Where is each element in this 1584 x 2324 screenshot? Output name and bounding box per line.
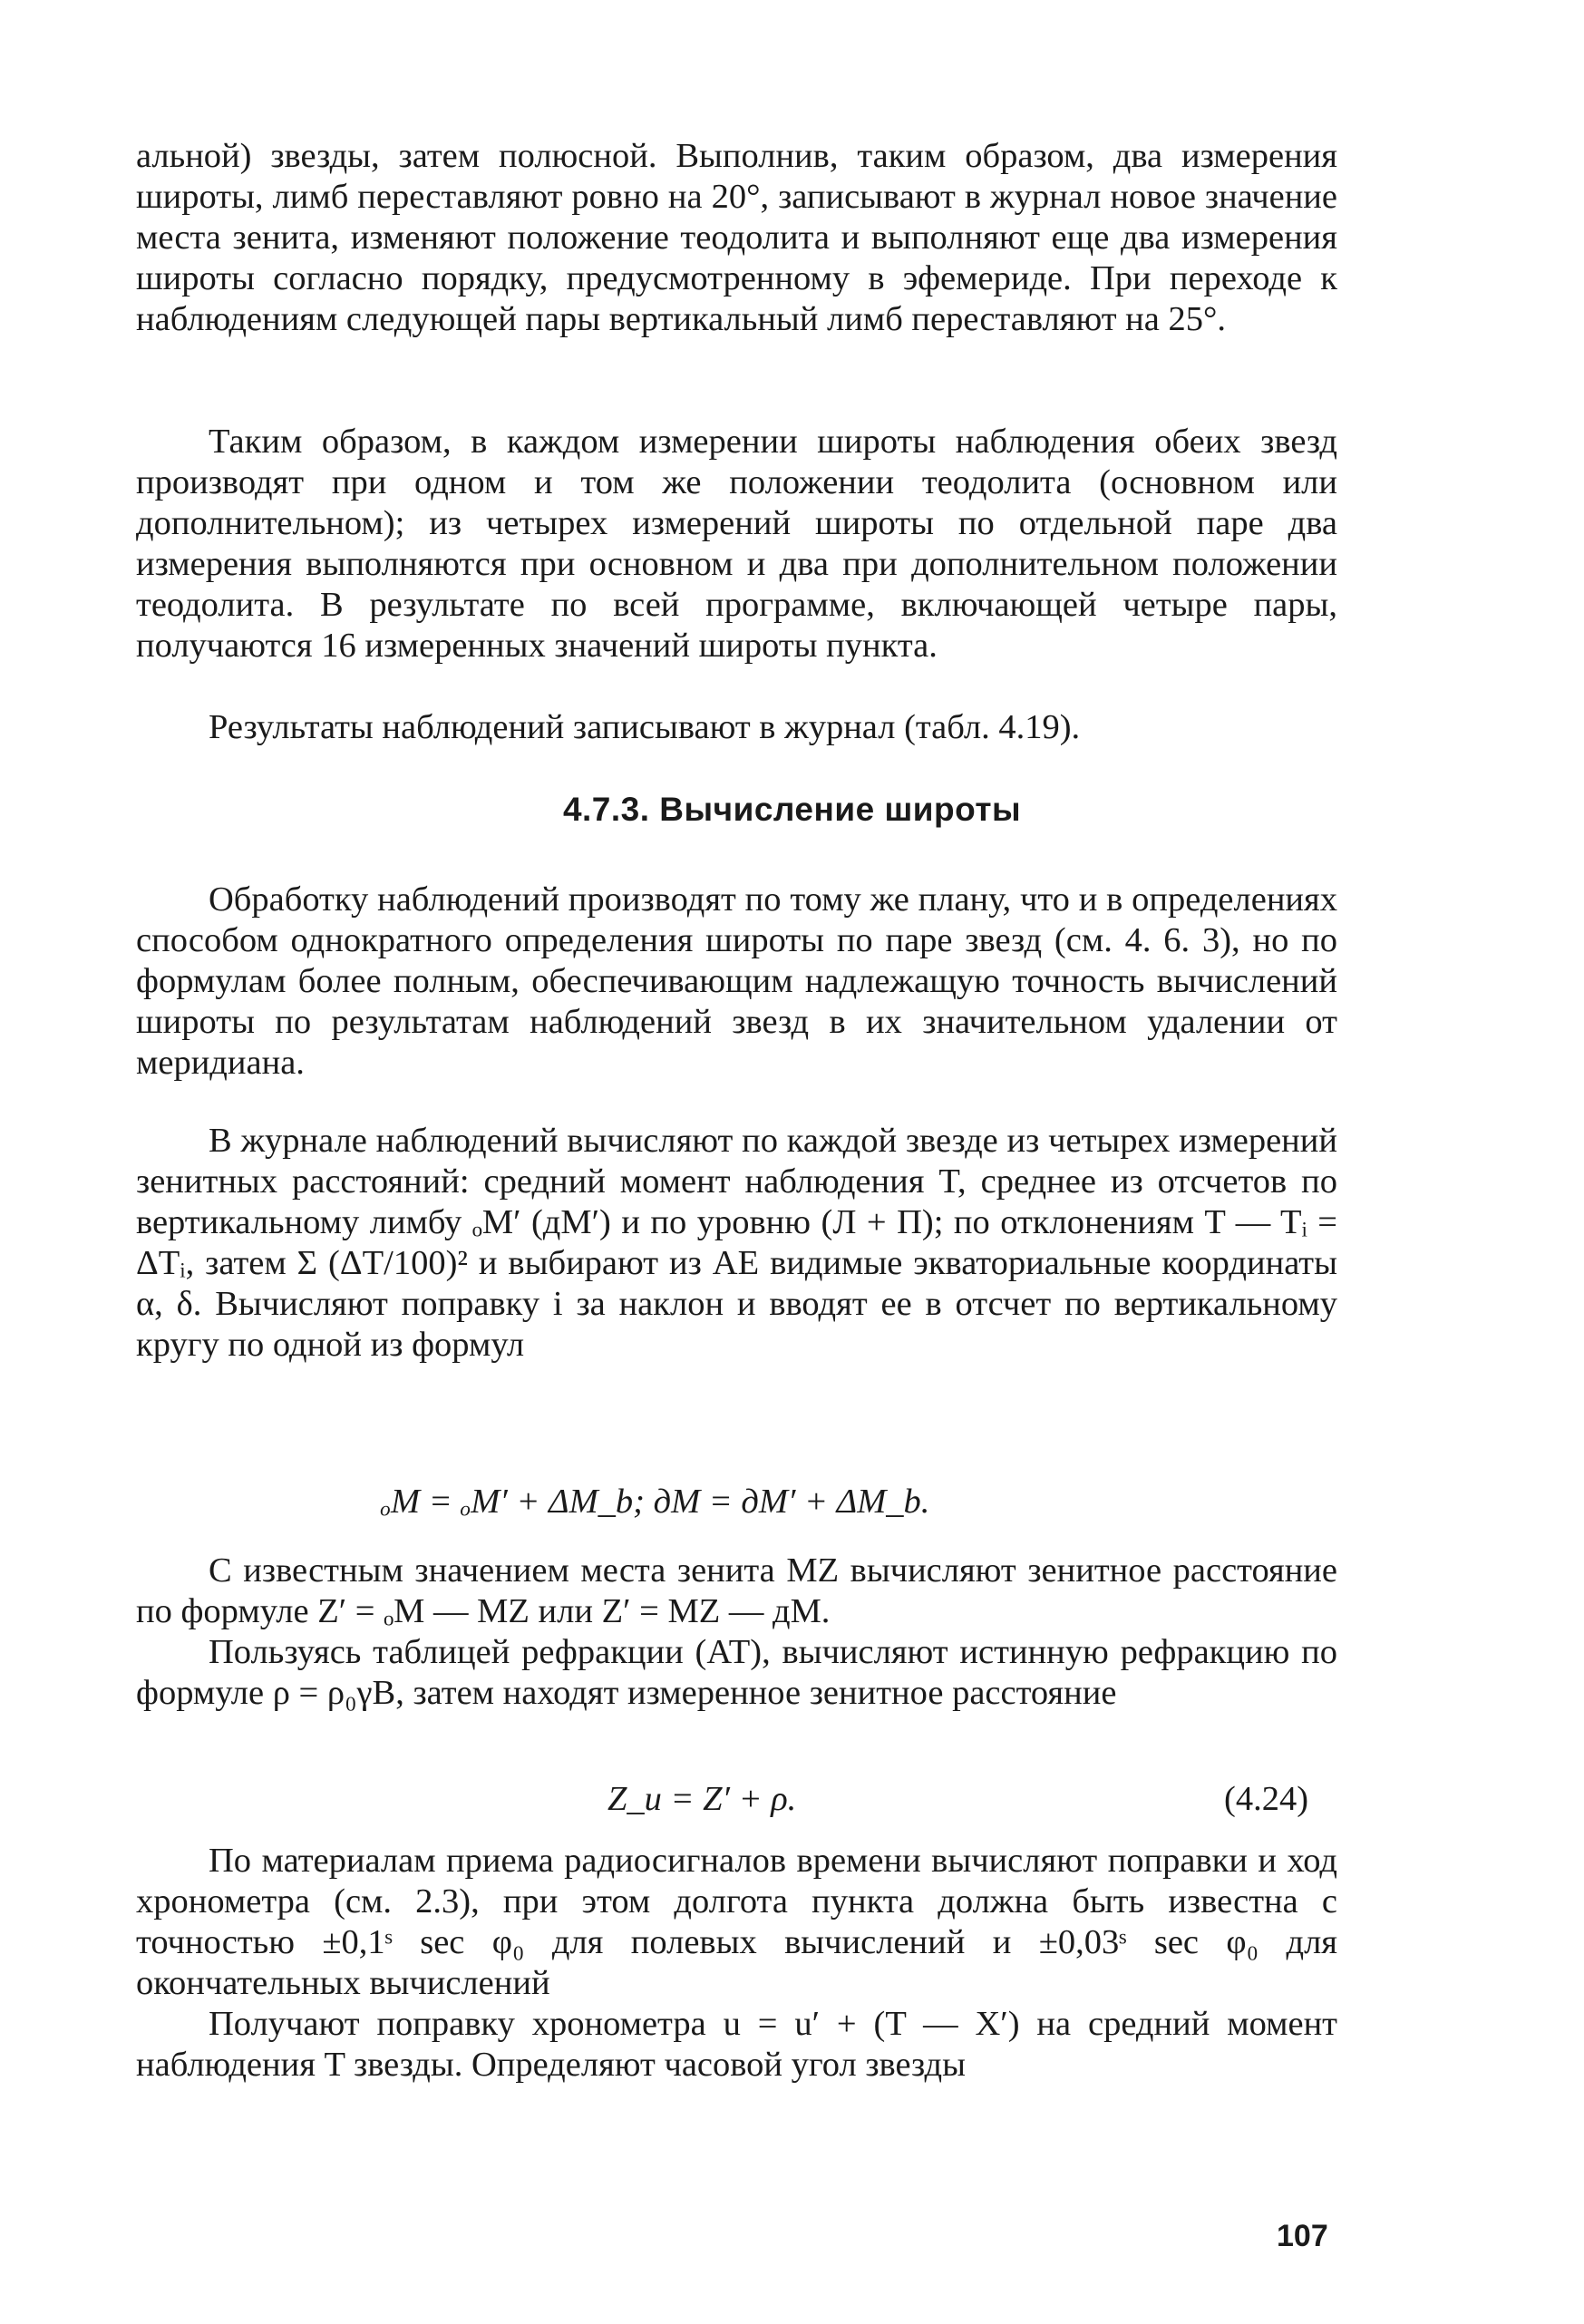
paragraph-5: В журнале наблюдений вычисляют по каждой звезде из четырех измерений зенитных расстояний: средний момент наблюдения T, среднее из отсчетов по вертикальному лимбу ₒM′ (дM′) и по уровню (Л + П); по отклонениям T — Tᵢ = ΔTᵢ, затем Σ (ΔT/100)² и выбирают из АЕ видимые экваториальные координаты α, δ. Вычисляют поправку i за наклон и вводят ее в отсчет по вертикальному кругу по одной из формул [136,1122,1337,1364]
formula-zenith-distance: Z_u = Z′ + ρ. [607,1780,797,1818]
equation-number: (4.24) [1224,1780,1309,1818]
paragraph-8: По материалам приема радиосигналов времени вычисляют поправки и ход хронометра (см. 2.3), при этом долгота пункта должна быть известна с точностью ±0,1ˢ sec φ₀ для полевых вычислений и ±0,03ˢ sec φ₀ для окончательных вычислений [136,1842,1337,2002]
paragraph-6: С известным значением места зенита MZ вычисляют зенитное расстояние по формуле Z′ = ₒM — MZ или Z′ = MZ — дM. [136,1551,1337,1630]
paragraph-4: Обработку наблюдений производят по тому же плану, что и в определениях способом однократного определения широты по паре звезд (см. 4. 6. 3), но по формулам более полным, обеспечивающим надлежащую точность вычислений широты по результатам наблюдений звезд в их значительном удалении от меридиана. [136,880,1337,1082]
paragraph-3: Результаты наблюдений записывают в журнал (табл. 4.19). [209,708,1081,746]
page-number: 107 [1277,2219,1328,2253]
paragraph-1: альной) звезды, затем полюсной. Выполнив, таким образом, два измерения широты, лимб переставляют ровно на 20°, записывают в журнал новое значение места зенита, изменяют положение теодолита и выполняют еще два измерения широты согласно порядку, предусмотренному в эфемериде. При переходе к наблюдениям следующей пары вертикальный лимб переставляют на 25°. [136,137,1337,338]
paragraph-7: Пользуясь таблицей рефракции (АТ), вычисляют истинную рефракцию по формуле ρ = ρ₀γB, затем находят измеренное зенитное расстояние [136,1633,1337,1712]
section-heading: 4.7.3. Вычисление широты [562,791,1022,828]
formula-vertical-circle-reading: ₒM = ₒM′ + ΔM_b; дM = дM′ + ΔM_b. [381,1483,930,1521]
paragraph-2: Таким образом, в каждом измерении широты наблюдения обеих звезд производят при одном и том же положении теодолита (основном или дополнительном); из четырех измерений широты по отдельной паре два измерения выполняются при основном и два при дополнительном положении теодолита. В результате по всей программе, включающей четыре пары, получаются 16 измеренных значений широты пункта. [136,423,1337,665]
paragraph-9: Получают поправку хронометра u = u′ + (T — X′) на средний момент наблюдения T звезды. Определяют часовой угол звезды [136,2005,1337,2084]
